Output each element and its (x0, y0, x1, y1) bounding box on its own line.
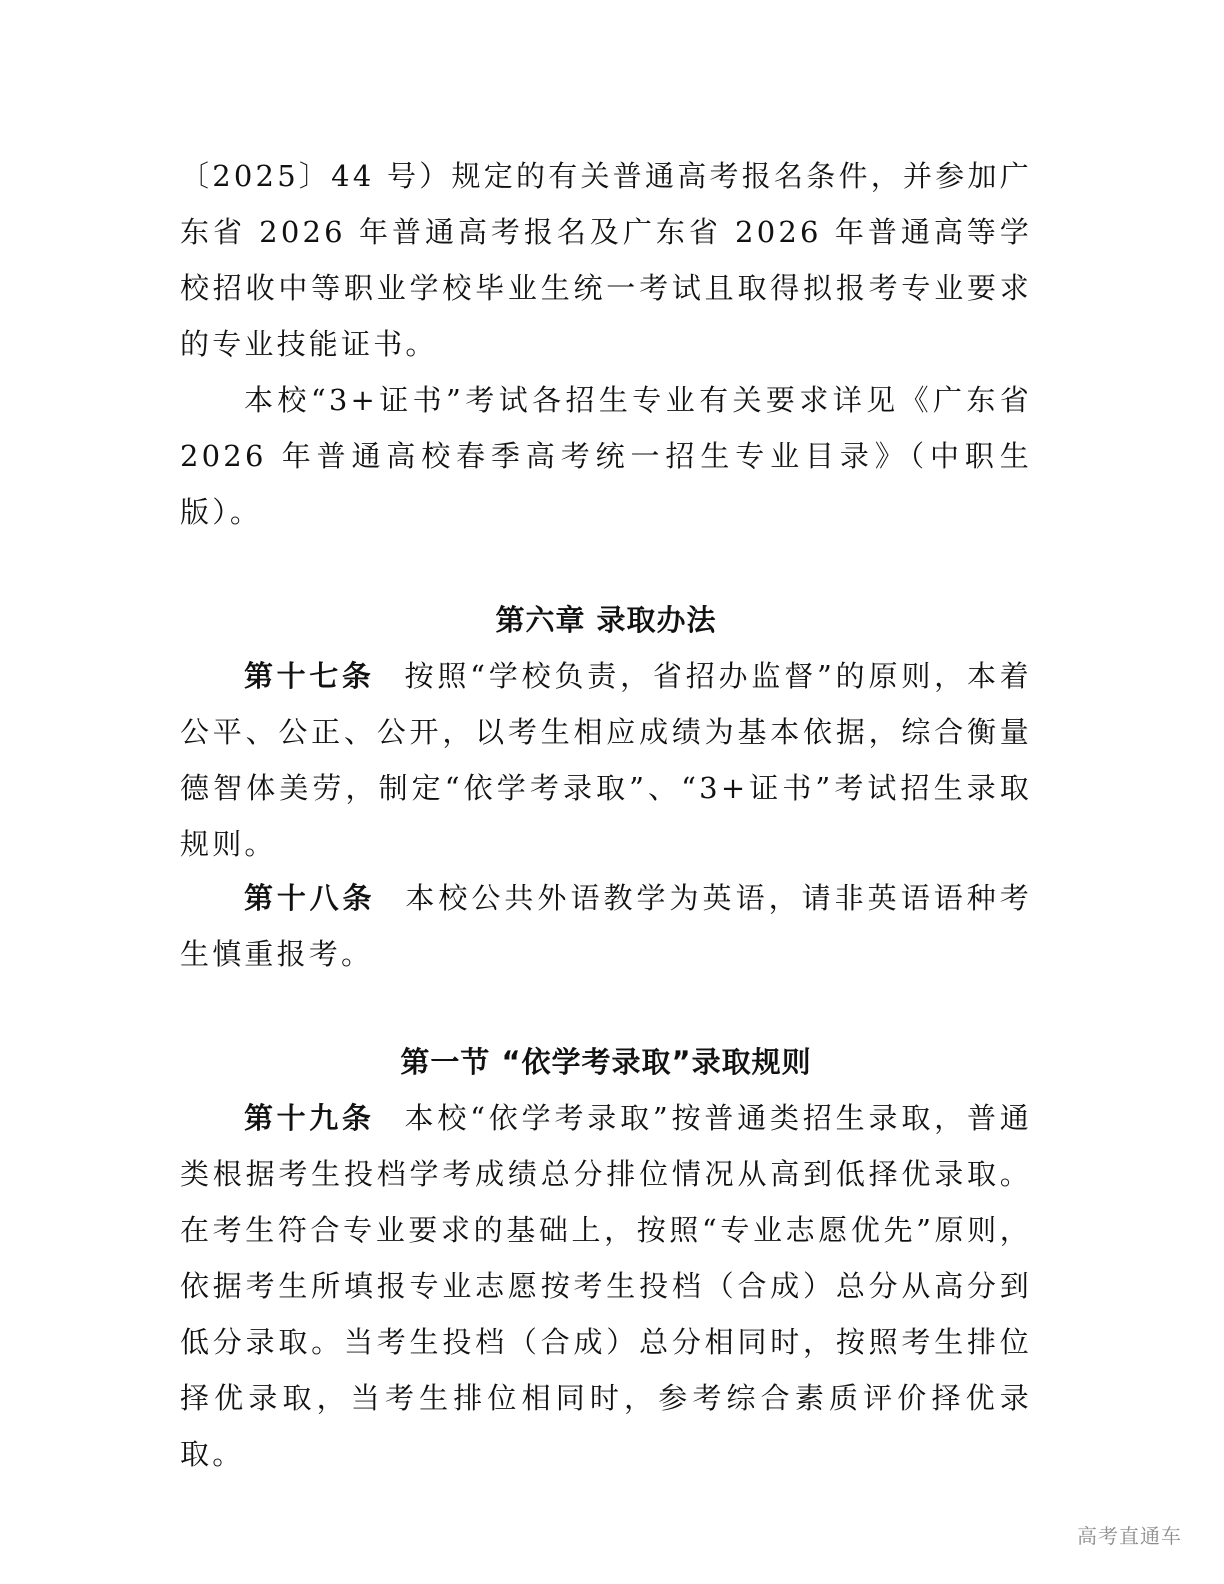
article-19-text: 本校“依学考录取”按普通类招生录取，普通类根据考生投档学考成绩总分排位情况从高到低择优录取。在考生符合专业要求的基础上，按照“专业志愿优先”原则，依据考生所填报专业志愿按考生投档（合成）总分从高分到低分录取。当考生投档（合成）总分相同时，按照考生排位择优录取，当考生排位相同时，参考综合素质评价择优录取。 (180, 1101, 1032, 1471)
section-1-title: 第一节 “依学考录取”录取规则 (400, 1045, 812, 1079)
article-18 (180, 870, 1032, 982)
article-19-number: 第十九条 (244, 1101, 375, 1135)
watermark-text: 高考直通车 (1077, 1524, 1182, 1548)
article-19 (180, 1090, 1032, 1482)
chapter-6-title: 第六章 录取办法 (495, 603, 717, 637)
article-18-number: 第十八条 (244, 881, 376, 915)
article-17-number: 第十七条 (244, 659, 375, 693)
article-18-text: 本校公共外语教学为英语，请非英语语种考生慎重报考。 (180, 881, 1032, 971)
paragraph-3plus-certificate-requirements: 本校“3+证书”考试各招生专业有关要求详见《广东省 2026 年普通高校春季高考统一招生专业目录》（中职生版）。 (180, 383, 1032, 529)
article-17-text: 按照“学校负责，省招办监督”的原则，本着公平、公正、公开，以考生相应成绩为基本依据，综合衡量德智体美劳，制定“依学考录取”、“3+证书”考试招生录取规则。 (180, 659, 1032, 861)
paragraph-eligibility-continuation: 〔2025〕44 号）规定的有关普通高考报名条件，并参加广东省 2026 年普通高考报名及广东省 2026 年普通高等学校招收中等职业学校毕业生统一考试且取得拟报考专业要求的专业技能证书。 (180, 159, 1032, 361)
article-17 (180, 648, 1032, 872)
